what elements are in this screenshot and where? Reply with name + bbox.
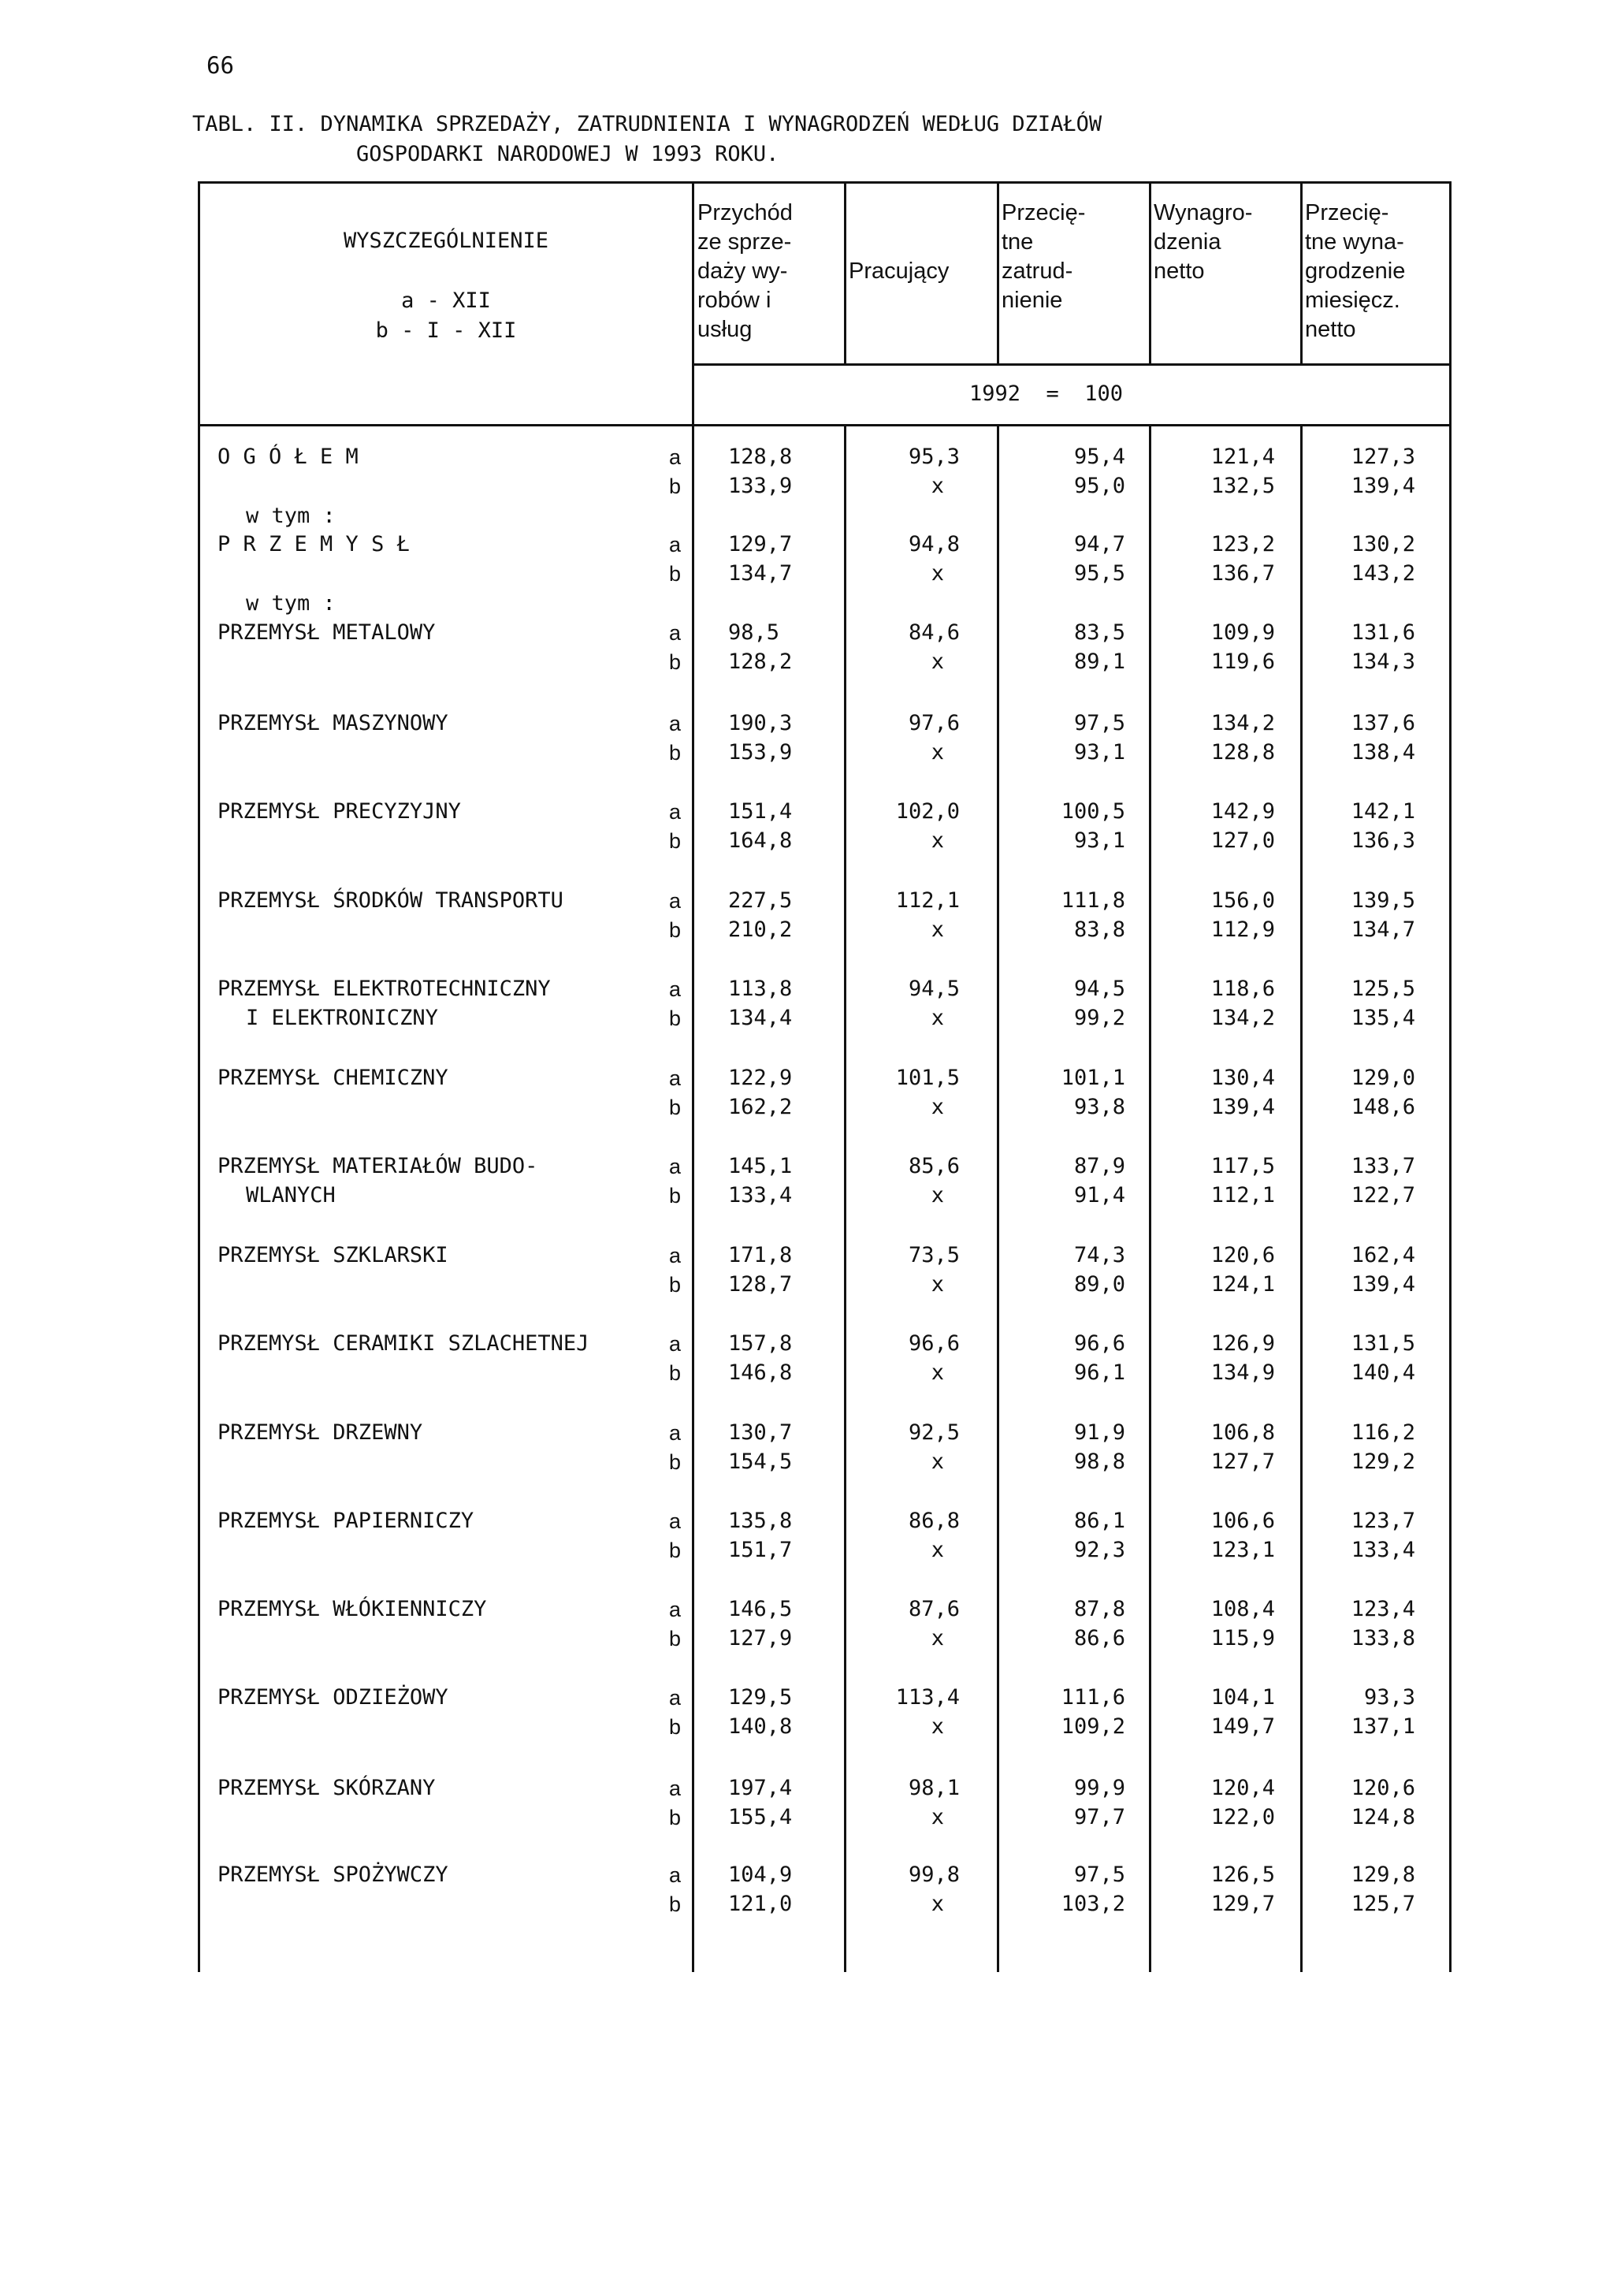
header-pracujacy: Pracujący [849,259,950,284]
row-period-marker: a [669,1332,682,1356]
table-cell: x [931,1183,944,1208]
row-label: P R Z E M Y S Ł [217,532,410,556]
table-cell: 133,4 [728,1183,793,1208]
table-cell: 95,3 [908,445,960,469]
table-cell: 130,7 [728,1420,793,1445]
table-cell: 84,6 [908,620,960,645]
table-cell: 103,2 [1061,1892,1125,1916]
table-row [0,1152,1617,1181]
table-row [0,1713,1617,1741]
table-cell: 86,6 [1073,1626,1125,1650]
row-period-marker: a [669,1244,682,1267]
row-period-marker: b [669,1892,682,1916]
table-cell: 120,4 [1210,1776,1275,1800]
table-cell: 100,5 [1061,799,1125,824]
row-period-marker: b [669,1096,682,1119]
header-przecietne-wynagrodzenie: Przecię- tne wyna- grodzenie miesięcz. netto [1305,200,1406,342]
table-cell: 101,5 [895,1066,960,1090]
page-number: 66 [206,52,234,79]
table-cell: 134,2 [1210,1006,1275,1030]
table-cell: 126,9 [1210,1331,1275,1356]
table-cell: x [931,1095,944,1119]
table-cell: 112,1 [1210,1183,1275,1208]
row-label: PRZEMYSŁ CERAMIKI SZLACHETNEJ [217,1331,589,1356]
row-period-marker: b [669,741,682,765]
row-period-marker: a [669,1066,682,1090]
table-cell: x [931,1626,944,1650]
table-row [0,1241,1617,1270]
row-period-marker: b [669,829,682,853]
table-cell: 92,5 [908,1420,960,1445]
row-label: PRZEMYSŁ MATERIAŁÓW BUDO- [217,1154,538,1178]
table-cell: 111,6 [1061,1685,1125,1710]
table-cell: 140,4 [1351,1360,1415,1385]
row-period-marker: a [669,1421,682,1445]
table-cell: 109,2 [1061,1714,1125,1739]
table-row [0,1330,1617,1358]
row-label: O G Ó Ł E M [217,445,359,469]
table-cell: 136,3 [1351,828,1415,853]
row-label: PRZEMYSŁ MASZYNOWY [217,711,448,735]
table-cell: 119,6 [1210,649,1275,674]
table-cell: 134,7 [728,561,793,586]
table-cell: 127,0 [1210,828,1275,853]
table-cell: 190,3 [728,711,793,735]
table-cell: 131,6 [1351,620,1415,645]
table-cell: 93,1 [1073,828,1125,853]
table-cell: x [931,1006,944,1030]
table-cell: 133,7 [1351,1154,1415,1178]
table-cell: 91,4 [1073,1183,1125,1208]
table-cell: 130,2 [1351,532,1415,556]
table-cell: 125,5 [1351,977,1415,1001]
row-period-marker: b [669,1361,682,1385]
table-cell: 95,0 [1073,474,1125,498]
table-cell: 116,2 [1351,1420,1415,1445]
table-cell: 111,8 [1061,888,1125,913]
table-cell: 113,4 [895,1685,960,1710]
row-label: PRZEMYSŁ PAPIERNICZY [217,1509,474,1533]
table-cell: 106,8 [1210,1420,1275,1445]
table-cell: 139,4 [1210,1095,1275,1119]
table-cell: 121,4 [1210,445,1275,469]
row-period-marker: a [669,977,682,1001]
table-cell: 146,5 [728,1597,793,1621]
table-row [0,590,1617,618]
table-row [0,1093,1617,1122]
table-cell: 156,0 [1210,888,1275,913]
table-cell: 99,2 [1073,1006,1125,1030]
table-cell: 117,5 [1210,1154,1275,1178]
table-cell: 134,7 [1351,917,1415,942]
table-row [0,1536,1617,1565]
table-row [0,1803,1617,1832]
table-cell: 164,8 [728,828,793,853]
header-przychod: Przychód ze sprze- daży wy- robów i usług [697,200,793,342]
table-cell: x [931,649,944,674]
table-cell: x [931,561,944,586]
table-cell: 127,7 [1210,1449,1275,1474]
table-cell: 92,3 [1073,1538,1125,1562]
table-cell: 197,4 [728,1776,793,1800]
table-cell: 148,6 [1351,1095,1415,1119]
table-cell: x [931,1892,944,1916]
table-cell: 115,9 [1210,1626,1275,1650]
table-cell: 94,5 [908,977,960,1001]
table-cell: 83,5 [1073,620,1125,645]
table-row [0,1684,1617,1712]
row-period-marker: b [669,1184,682,1208]
table-cell: 102,0 [895,799,960,824]
header-base-year: 1992 = 100 [969,381,1124,406]
table-row [0,798,1617,826]
table-cell: 89,1 [1073,649,1125,674]
table-cell: 133,8 [1351,1626,1415,1650]
table-cell: 157,8 [728,1331,793,1356]
row-period-marker: b [669,474,682,498]
table-cell: 155,4 [728,1805,793,1829]
table-cell: x [931,1538,944,1562]
row-label: PRZEMYSŁ PRECYZYJNY [217,799,461,824]
row-period-marker: a [669,1863,682,1887]
row-label: PRZEMYSŁ WŁÓKIENNICZY [217,1597,487,1621]
table-cell: 124,8 [1351,1805,1415,1829]
table-cell: 87,8 [1073,1597,1125,1621]
table-cell: 136,7 [1210,561,1275,586]
table-row [0,472,1617,501]
table-row [0,443,1617,471]
row-period-marker: a [669,800,682,824]
table-row [0,1890,1617,1918]
table-cell: 126,5 [1210,1862,1275,1887]
table-cell: 98,1 [908,1776,960,1800]
table-cell: 98,5 [728,620,780,645]
table-row [0,619,1617,647]
table-cell: 121,0 [728,1892,793,1916]
table-cell: x [931,917,944,942]
table-cell: 139,4 [1351,1272,1415,1297]
table-cell: 93,8 [1073,1095,1125,1119]
row-period-marker: a [669,1509,682,1533]
row-period-marker: b [669,1450,682,1474]
row-period-marker: b [669,918,682,942]
table-row [0,1064,1617,1092]
table-cell: 146,8 [728,1360,793,1385]
row-label: WLANYCH [246,1183,336,1208]
table-cell: 135,8 [728,1509,793,1533]
table-cell: 128,8 [1210,740,1275,765]
table-cell: 96,6 [1073,1331,1125,1356]
table-cell: 104,9 [728,1862,793,1887]
table-cell: 134,2 [1210,711,1275,735]
table-cell: 132,5 [1210,474,1275,498]
table-cell: 97,5 [1073,711,1125,735]
row-period-marker: a [669,889,682,913]
table-cell: 123,7 [1351,1509,1415,1533]
table-cell: 95,4 [1073,445,1125,469]
table-cell: 83,8 [1073,917,1125,942]
table-cell: 151,7 [728,1538,793,1562]
row-label: PRZEMYSŁ ELEKTROTECHNICZNY [217,977,551,1001]
table-cell: 137,6 [1351,711,1415,735]
table-cell: 151,4 [728,799,793,824]
table-cell: 123,2 [1210,532,1275,556]
header-zatrudnienie: Przecię- tne zatrud- nienie [1002,200,1086,313]
table-cell: 120,6 [1351,1776,1415,1800]
row-period-marker: b [669,1007,682,1030]
row-label: PRZEMYSŁ DRZEWNY [217,1420,423,1445]
table-row [0,1004,1617,1033]
table-row [0,887,1617,915]
table-cell: 99,8 [908,1862,960,1887]
table-cell: 134,9 [1210,1360,1275,1385]
row-period-marker: b [669,1627,682,1650]
table-cell: 97,5 [1073,1862,1125,1887]
table-title: TABL. II. DYNAMIKA SPRZEDAŻY, ZATRUDNIENIA I WYNAGRODZEŃ WEDŁUG DZIAŁÓW [192,112,1102,136]
table-row [0,1774,1617,1803]
row-period-marker: b [669,1273,682,1297]
table-cell: 134,4 [728,1006,793,1030]
table-row [0,1181,1617,1210]
table-cell: 94,7 [1073,532,1125,556]
table-cell: 86,8 [908,1509,960,1533]
table-cell: x [931,740,944,765]
table-cell: x [931,1272,944,1297]
table-row [0,827,1617,855]
table-row [0,1624,1617,1653]
table-cell: 149,7 [1210,1714,1275,1739]
table-cell: 93,3 [1363,1685,1415,1710]
table-cell: 96,1 [1073,1360,1125,1385]
table-cell: 142,9 [1210,799,1275,824]
table-cell: 137,1 [1351,1714,1415,1739]
table-cell: 129,5 [728,1685,793,1710]
table-cell: 86,1 [1073,1509,1125,1533]
row-period-marker: a [669,445,682,469]
table-cell: 131,5 [1351,1331,1415,1356]
row-period-marker: a [669,1686,682,1710]
table-cell: 97,7 [1073,1805,1125,1829]
row-period-marker: a [669,533,682,556]
table-cell: 153,9 [728,740,793,765]
table-cell: x [931,474,944,498]
table-cell: x [931,1449,944,1474]
table-row [0,1448,1617,1476]
table-row [0,1359,1617,1387]
table-row [0,1419,1617,1447]
table-cell: 133,9 [728,474,793,498]
table-row [0,1507,1617,1535]
table-cell: 97,6 [908,711,960,735]
table-cell: 87,6 [908,1597,960,1621]
table-row [0,560,1617,588]
row-label: PRZEMYSŁ ŚRODKÓW TRANSPORTU [217,888,563,913]
row-label: w tym : [246,591,336,616]
table-cell: 129,8 [1351,1862,1415,1887]
table-row [0,1271,1617,1299]
row-label: PRZEMYSŁ ODZIEŻOWY [217,1685,448,1710]
table-cell: 171,8 [728,1243,793,1267]
table-cell: 98,8 [1073,1449,1125,1474]
table-row [0,1595,1617,1624]
table-cell: 142,1 [1351,799,1415,824]
row-period-marker: a [669,712,682,735]
table-cell: 122,0 [1210,1805,1275,1829]
table-row [0,916,1617,944]
table-cell: 140,8 [728,1714,793,1739]
table-cell: 74,3 [1073,1243,1125,1267]
table-cell: 113,8 [728,977,793,1001]
table-cell: 94,8 [908,532,960,556]
table-cell: 109,9 [1210,620,1275,645]
table-cell: 129,7 [1210,1892,1275,1916]
table-cell: 94,5 [1073,977,1125,1001]
table-cell: 127,9 [728,1626,793,1650]
table-cell: 118,6 [1210,977,1275,1001]
row-period-marker: a [669,621,682,645]
table-cell: 210,2 [728,917,793,942]
table-cell: 127,3 [1351,445,1415,469]
table-cell: 112,9 [1210,917,1275,942]
table-cell: 129,2 [1351,1449,1415,1474]
table-cell: 95,5 [1073,561,1125,586]
table-cell: x [931,828,944,853]
table-cell: 145,1 [728,1154,793,1178]
table-cell: 96,6 [908,1331,960,1356]
header-wyszczegolnienie: WYSZCZEGÓLNIENIE a - XII b - I - XII [343,229,549,343]
table-cell: 106,6 [1210,1509,1275,1533]
row-period-marker: b [669,1806,682,1829]
table-cell: 135,4 [1351,1006,1415,1030]
table-cell: 101,1 [1061,1066,1125,1090]
table-cell: 120,6 [1210,1243,1275,1267]
table-cell: 91,9 [1073,1420,1125,1445]
table-cell: 143,2 [1351,561,1415,586]
table-cell: 154,5 [728,1449,793,1474]
row-label: PRZEMYSŁ METALOWY [217,620,436,645]
table-row [0,975,1617,1003]
table-cell: 227,5 [728,888,793,913]
table-cell: 123,4 [1351,1597,1415,1621]
table-cell: 85,6 [908,1154,960,1178]
row-label: PRZEMYSŁ SKÓRZANY [217,1776,436,1800]
table-cell: 125,7 [1351,1892,1415,1916]
table-cell: 139,5 [1351,888,1415,913]
table-cell: 112,1 [895,888,960,913]
table-title-line2: GOSPODARKI NARODOWEJ W 1993 ROKU. [356,142,779,166]
table-cell: 138,4 [1351,740,1415,765]
table-cell: 133,4 [1351,1538,1415,1562]
table-cell: 122,9 [728,1066,793,1090]
table-cell: 129,0 [1351,1066,1415,1090]
table-cell: 124,1 [1210,1272,1275,1297]
table-row [0,502,1617,530]
table-cell: 73,5 [908,1243,960,1267]
table-cell: 129,7 [728,532,793,556]
row-period-marker: a [669,1598,682,1621]
table-row [0,648,1617,676]
table-cell: 128,7 [728,1272,793,1297]
table-cell: x [931,1360,944,1385]
row-period-marker: b [669,1539,682,1562]
row-label: I ELEKTRONICZNY [246,1006,438,1030]
table-cell: 93,1 [1073,740,1125,765]
header-wynagrodzenia: Wynagro- dzenia netto [1154,200,1253,284]
table-cell: 108,4 [1210,1597,1275,1621]
table-cell: 99,9 [1073,1776,1125,1800]
table-cell: 134,3 [1351,649,1415,674]
table-cell: 87,9 [1073,1154,1125,1178]
table-cell: 139,4 [1351,474,1415,498]
row-period-marker: a [669,1155,682,1178]
table-cell: x [931,1714,944,1739]
table-cell: 122,7 [1351,1183,1415,1208]
table-row [0,530,1617,559]
table-cell: 128,2 [728,649,793,674]
table-row [0,709,1617,738]
table-cell: 162,2 [728,1095,793,1119]
row-period-marker: b [669,1715,682,1739]
table-cell: x [931,1805,944,1829]
row-label: PRZEMYSŁ CHEMICZNY [217,1066,448,1090]
table-row [0,1861,1617,1889]
row-period-marker: b [669,650,682,674]
row-label: w tym : [246,504,336,528]
table-cell: 130,4 [1210,1066,1275,1090]
table-cell: 123,1 [1210,1538,1275,1562]
table-cell: 162,4 [1351,1243,1415,1267]
row-period-marker: a [669,1777,682,1800]
row-label: PRZEMYSŁ SZKLARSKI [217,1243,448,1267]
row-label: PRZEMYSŁ SPOŻYWCZY [217,1862,448,1887]
table-cell: 89,0 [1073,1272,1125,1297]
table-row [0,739,1617,767]
row-period-marker: b [669,562,682,586]
table-cell: 104,1 [1210,1685,1275,1710]
table-cell: 128,8 [728,445,793,469]
